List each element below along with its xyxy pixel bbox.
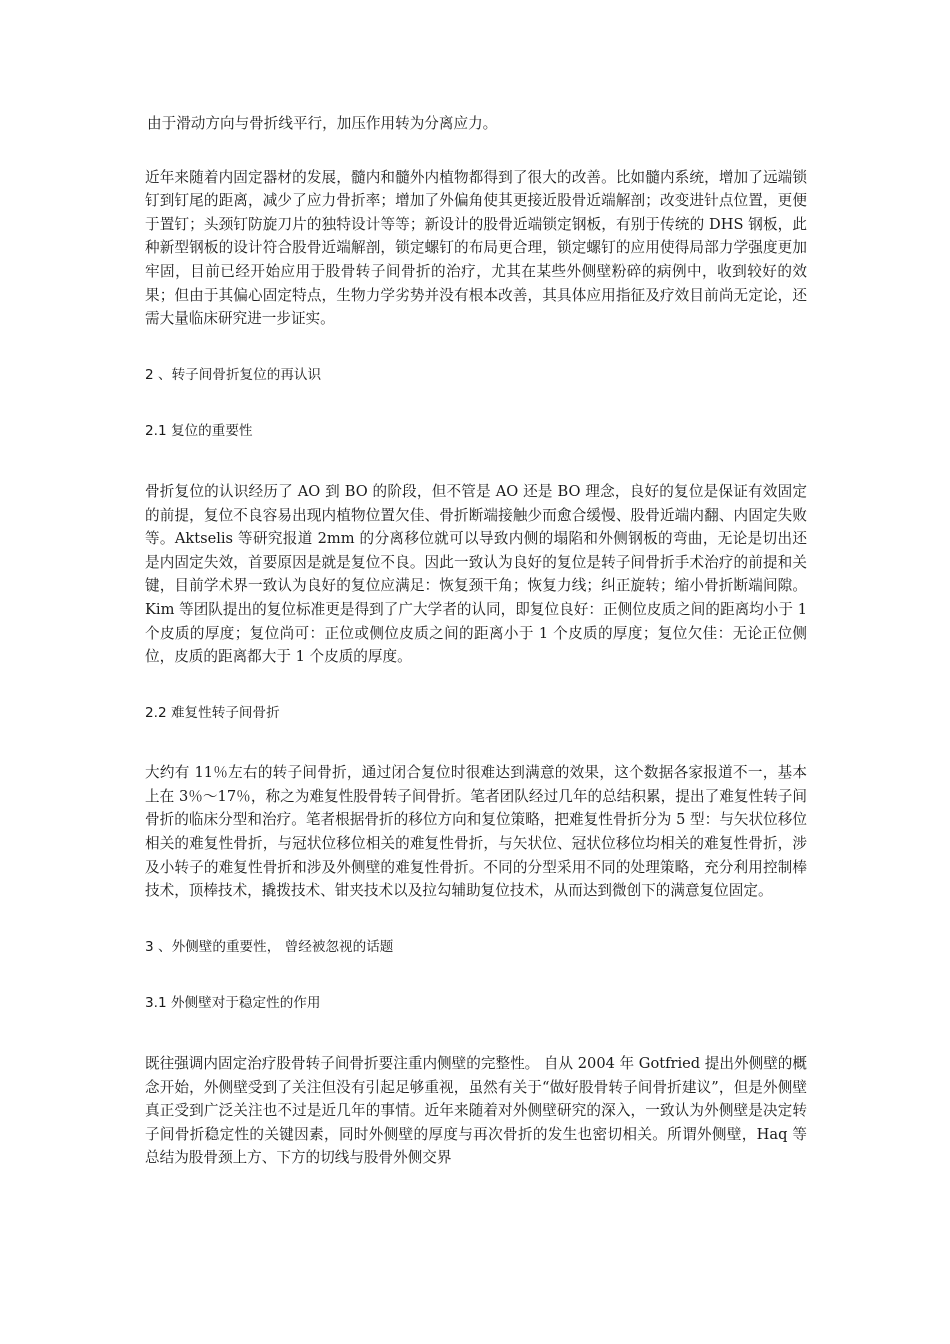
- document-page: [145, 112, 807, 1170]
- subsection-heading-3-1: 3.1 外侧壁对于稳定性的作用: [145, 995, 321, 1012]
- section-heading-3: 3 、外侧壁的重要性， 曾经被忽视的话题: [145, 938, 394, 955]
- section-heading-2: 2 、转子间骨折复位的再认识: [145, 366, 322, 383]
- paragraph-reduction-importance: 骨折复位的认识经历了 AO 到 BO 的阶段，但不管是 AO 还是 BO 理念，良好的复位是保证有效固定的前提，复位不良容易出现内植物位置欠佳、骨折断端接触少而愈合缓慢、股骨近端内翻、内固定失败等。Aktselis 等研究报道 2mm 的分离移位就可以导致内侧的塌陷和外侧钢板的弯曲，无论是切出还是内固定失效，首要原因是就是复位不良。因此一致认为良好的复位是转子间骨折手术治疗的前提和关键，目前学术界一致认为良好的复位应满足：恢复颈干角；恢复力线；纠正旋转；缩小骨折断端间隙。Kim 等团队提出的复位标准更是得到了广大学者的认同，即复位良好：正侧位皮质之间的距离均小于 1 个皮质的厚度；复位尚可：正位或侧位皮质之间的距离小于 1 个皮质的厚度；复位欠佳：无论正位侧位，皮质的距离都大于 1 个皮质的厚度。: [145, 482, 807, 666]
- subsection-heading-2-1: 2.1 复位的重要性: [145, 423, 253, 440]
- paragraph-irreducible-fractures: 大约有 11％左右的转子间骨折，通过闭合复位时很难达到满意的效果，这个数据各家报道不一，基本上在 3％～17％，称之为难复性股骨转子间骨折。笔者团队经过几年的总结积累，提出了难复性转子间骨折的临床分型和治疗。笔者根据骨折的移位方向和复位策略，把难复性骨折分为 5 型：与矢状位移位相关的难复性骨折，与冠状位移位相关的难复性骨折，与矢状位、冠状位移位均相关的难复性骨折，涉及小转子的难复性骨折和涉及外侧壁的难复性骨折。不同的分型采用不同的处理策略，充分利用控制棒技术，顶棒技术，撬拨技术、钳夹技术以及拉勾辅助复位技术，从而达到微创下的满意复位固定。: [145, 764, 807, 900]
- paragraph-implant-development: 近年来随着内固定器材的发展，髓内和髓外内植物都得到了很大的改善。比如髓内系统，增加了远端锁钉到钉尾的距离，减少了应力骨折率；增加了外偏角使其更接近股骨近端解剖；改变进针点位置，更便于置钉；头颈钉防旋刀片的独特设计等等；新设计的股骨近端锁定钢板，有别于传统的 DHS 钢板，此种新型钢板的设计符合股骨近端解剖，锁定螺钉的布局更合理，锁定螺钉的应用使得局部力学强度更加牢固，目前已经开始应用于股骨转子间骨折的治疗，尤其在某些外侧壁粉碎的病例中，收到较好的效果；但由于其偏心固定特点，生物力学劣势并没有根本改善，其具体应用指征及疗效目前尚无定论，还需大量临床研究进一步证实。: [145, 168, 807, 328]
- paragraph-lateral-wall: 既往强调内固定治疗股骨转子间骨折要注重内侧壁的完整性。 自从 2004 年 Gotfried 提出外侧壁的概念开始，外侧壁受到了关注但没有引起足够重视，虽然有关于“做好股骨转子间骨折建议”，但是外侧壁真正受到广泛关注也不过是近几年的事情。近年来随着对外侧壁研究的深入，一致认为外侧壁是决定转子间骨折稳定性的关键因素，同时外侧壁的厚度与再次骨折的发生也密切相关。所谓外侧壁，Haq 等总结为股骨颈上方、下方的切线与股骨外侧交界: [145, 1055, 807, 1167]
- paragraph-sliding-direction: 由于滑动方向与骨折线平行，加压作用转为分离应力。: [147, 115, 498, 132]
- subsection-heading-2-2: 2.2 难复性转子间骨折: [145, 704, 280, 721]
